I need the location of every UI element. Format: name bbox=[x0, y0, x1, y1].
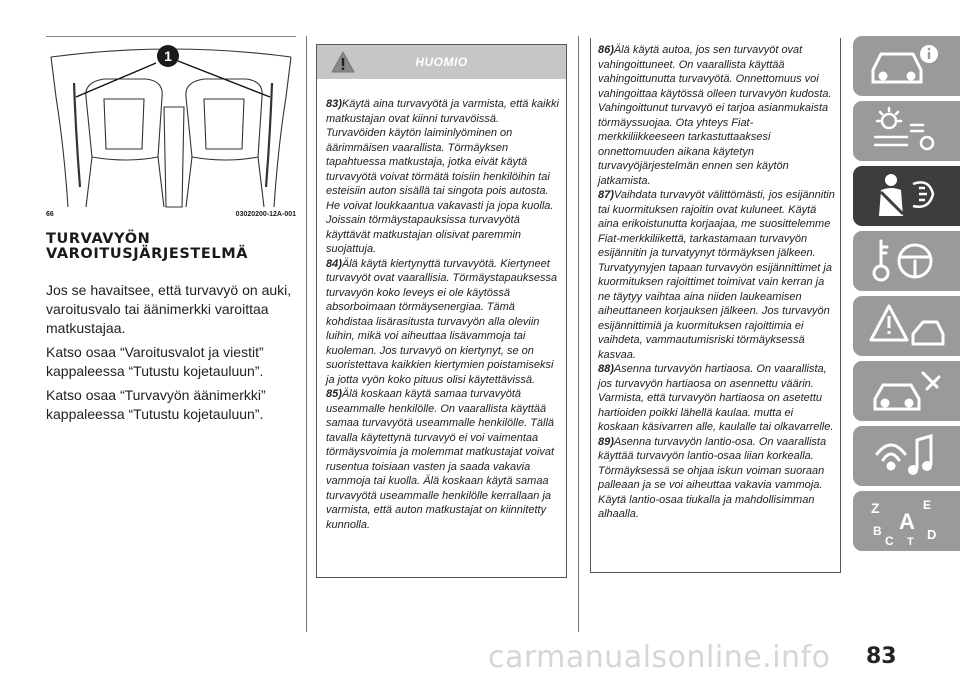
side-tab-multimedia[interactable] bbox=[853, 426, 960, 486]
alphabet-index-icon bbox=[867, 495, 947, 547]
side-tab-seatbelts-airbags[interactable] bbox=[853, 166, 960, 226]
figure-page-ref: 66 bbox=[46, 211, 54, 218]
heading-line-2: VAROITUSJÄRJESTELMÄ bbox=[46, 246, 249, 262]
note-text: Älä käytä autoa, jos sen turvavyöt ovat vahingoittuneet. On vaarallista käyttää vahingoittunutta turvavyötä. Onnettomuus voi vahingoittaa käytössä olleen turvavyön kudosta. Vahingoittunut turvavyö ei tarjoa asianmukaista törmäyssuojaa. Ota yhteys Fiat-merkkiliikkeeseen tarkastuttaaksesi onnettomuuden aikana käytetyn turvavyöjärjestelmän ennen sen käytön jatkamista. bbox=[598, 44, 832, 187]
side-tab-maintenance[interactable] bbox=[853, 361, 960, 421]
index-letter: T bbox=[907, 536, 914, 547]
note-text: Vaihdata turvavyöt välittömästi, jos esijännitin tai kuormituksen rajoitin ovat kuluneet. Käytä aina erikoistunutta korjaajaa, me suosittelemme Fiat-merkkiliikettä, tarkastamaan turvavyön esijännitin ja turvatyynyt törmäyksen jälkeen. Turvatyynyjen tapaan turvavyön esijännittimet ja kuormituksen rajoittimet toimivat vain kerran ja ne täytyy vaihtaa aina niiden laukeamisen aiheuttaneen korjauksen jälkeen. Jos turvavyön esijännittimiä ja kuormituksen rajoittimia ei vaihdeta, vammautumisriski törmäyksessä kasvaa. bbox=[598, 189, 835, 361]
note-number: 88) bbox=[598, 363, 614, 375]
warning-header bbox=[317, 45, 566, 79]
column-divider bbox=[306, 36, 307, 632]
warning-box bbox=[316, 44, 567, 578]
warning-note bbox=[326, 97, 560, 257]
side-tab-emergency[interactable] bbox=[853, 296, 960, 356]
note-number: 89) bbox=[598, 435, 614, 448]
side-tab-starting-driving[interactable] bbox=[853, 231, 960, 291]
note-text: Älä käytä kiertynyttä turvavyötä. Kiertyneet turvavyöt ovat vaarallisia. Törmäystapauksessa turvavyön koko leveys ei ole käytössä absorboimaan törmäysenergiaa. Tämä kohdistaa lisärasitusta turvavyön alla oleviin luihin, mikä voi aiheuttaa lisävammoja tai kuoleman. Jos turvavyö on kiertynyt, se on suoristettava kaikkien kiertymien poistamiseksi ja jotta vyön koko pituus olisi käytettävissä. bbox=[326, 257, 558, 386]
figure-caption bbox=[46, 211, 296, 223]
index-letter: Z bbox=[871, 500, 880, 516]
note-text: Asenna turvavyön hartiaosa. On vaarallista, jos turvavyön hartiaosa on asennettu väärin. Varmista, että turvavyön hartiaosa on asetettu hartioiden poikki lähellä kaulaa. mutta ei koskaan käsivarren alle, kaulalle tai olkavarrelle. bbox=[598, 363, 834, 433]
index-letter: C bbox=[885, 534, 894, 547]
multimedia-icon bbox=[867, 430, 947, 482]
warning-note bbox=[326, 257, 560, 388]
section-heading bbox=[46, 232, 306, 262]
warning-note bbox=[326, 387, 560, 532]
side-tab-dashboard-lights[interactable] bbox=[853, 101, 960, 161]
key-steering-icon bbox=[867, 235, 947, 287]
dashboard-lights-icon bbox=[867, 105, 947, 157]
body-paragraph: Katso osaa “Varoitusvalot ja viestit” kappaleessa “Tutustu kojetauluun”. bbox=[46, 344, 264, 379]
warning-breakdown-icon bbox=[867, 300, 947, 352]
body-paragraph: Katso osaa “Turvavyön äänimerkki” kappaleessa “Tutustu kojetauluun”. bbox=[46, 387, 266, 422]
index-letter: B bbox=[873, 524, 882, 538]
note-number: 84) bbox=[326, 257, 342, 270]
index-letter: E bbox=[923, 498, 932, 512]
warning-continuation-box bbox=[590, 38, 841, 573]
warning-notes-col1 bbox=[326, 97, 560, 532]
warning-note bbox=[598, 43, 836, 188]
seatbelt-airbag-icon bbox=[867, 170, 947, 222]
note-number: 87) bbox=[598, 189, 614, 201]
warning-notes-col2 bbox=[598, 43, 836, 522]
note-number: 85) bbox=[326, 388, 342, 400]
index-letter: D bbox=[927, 527, 937, 542]
index-letter: A bbox=[899, 509, 915, 534]
car-interior-illustration bbox=[46, 37, 296, 209]
note-text: Älä koskaan käytä samaa turvavyötä useammalle henkilölle. On vaarallista käyttää samaa turvavyötä useammalle henkilölle. Tällä tavalla käytettynä turvavyö ei voi vaimentaa törmäysvoimia ja molemmat matkustajat voivat rusentua toisiaan vasten ja saada vakavia vammoja tai kuolla. Älä koskaan käytä samaa turvavyötä useammalle henkilölle kerrallaan ja varmista, että auton matkustajat on kiinnitetty kunnolla. bbox=[326, 388, 555, 531]
note-number: 86) bbox=[598, 44, 614, 56]
figure-code: 03020200-12A-001 bbox=[235, 211, 296, 218]
callout-number: 1 bbox=[164, 48, 172, 64]
column-divider bbox=[578, 36, 579, 632]
page-number: 83 bbox=[866, 644, 897, 669]
heading-line-1: TURVAVYÖN bbox=[46, 231, 151, 247]
side-tab-index[interactable] bbox=[853, 491, 960, 551]
body-paragraph: Jos se havaitsee, että turvavyö on auki, varoitusvalo tai äänimerkki varoittaa matkustajaa. bbox=[46, 282, 292, 336]
note-text: Käytä aina turvavyötä ja varmista, että kaikki matkustajan ovat kiinni turvavöissä. Turvavöiden käytön laiminlyöminen on äärimmäisen vaarallista. Törmäyksen tapahtuessa matkustaja, jotka eivät käytä turvavyötä voivat törmätä toisiin henkilöihin tai esteisiin auton sisällä tai singota pois autosta. He voivat loukkaantua vakavasti ja jopa kuolla. Joissain törmäystapauksissa turvavyötä käyttävät matkustajan olisivat paremmin suojattuja. bbox=[326, 98, 559, 255]
note-number: 83) bbox=[326, 98, 342, 110]
watermark: carmanualsonline.info bbox=[488, 640, 831, 675]
warning-note bbox=[598, 188, 836, 362]
note-text: Asenna turvavyön lantio-osa. On vaarallista käyttää turvavyön lantio-osaa liian korkealla. Törmäyksessä se ohjaa iskun voiman suoraan palleaan ja se voi aiheuttaa vakavia vammoja. Käytä lantio-osaa tiukalla ja mahdollisimman alhaalla. bbox=[598, 435, 827, 520]
warning-note bbox=[598, 435, 836, 522]
side-tab-car-info[interactable] bbox=[853, 36, 960, 96]
maintenance-car-icon bbox=[867, 365, 947, 417]
warning-note bbox=[598, 362, 836, 435]
car-info-icon bbox=[867, 40, 947, 92]
warning-title: HUOMIO bbox=[415, 55, 468, 69]
section-body bbox=[46, 281, 308, 429]
seatbelt-figure bbox=[46, 36, 296, 209]
